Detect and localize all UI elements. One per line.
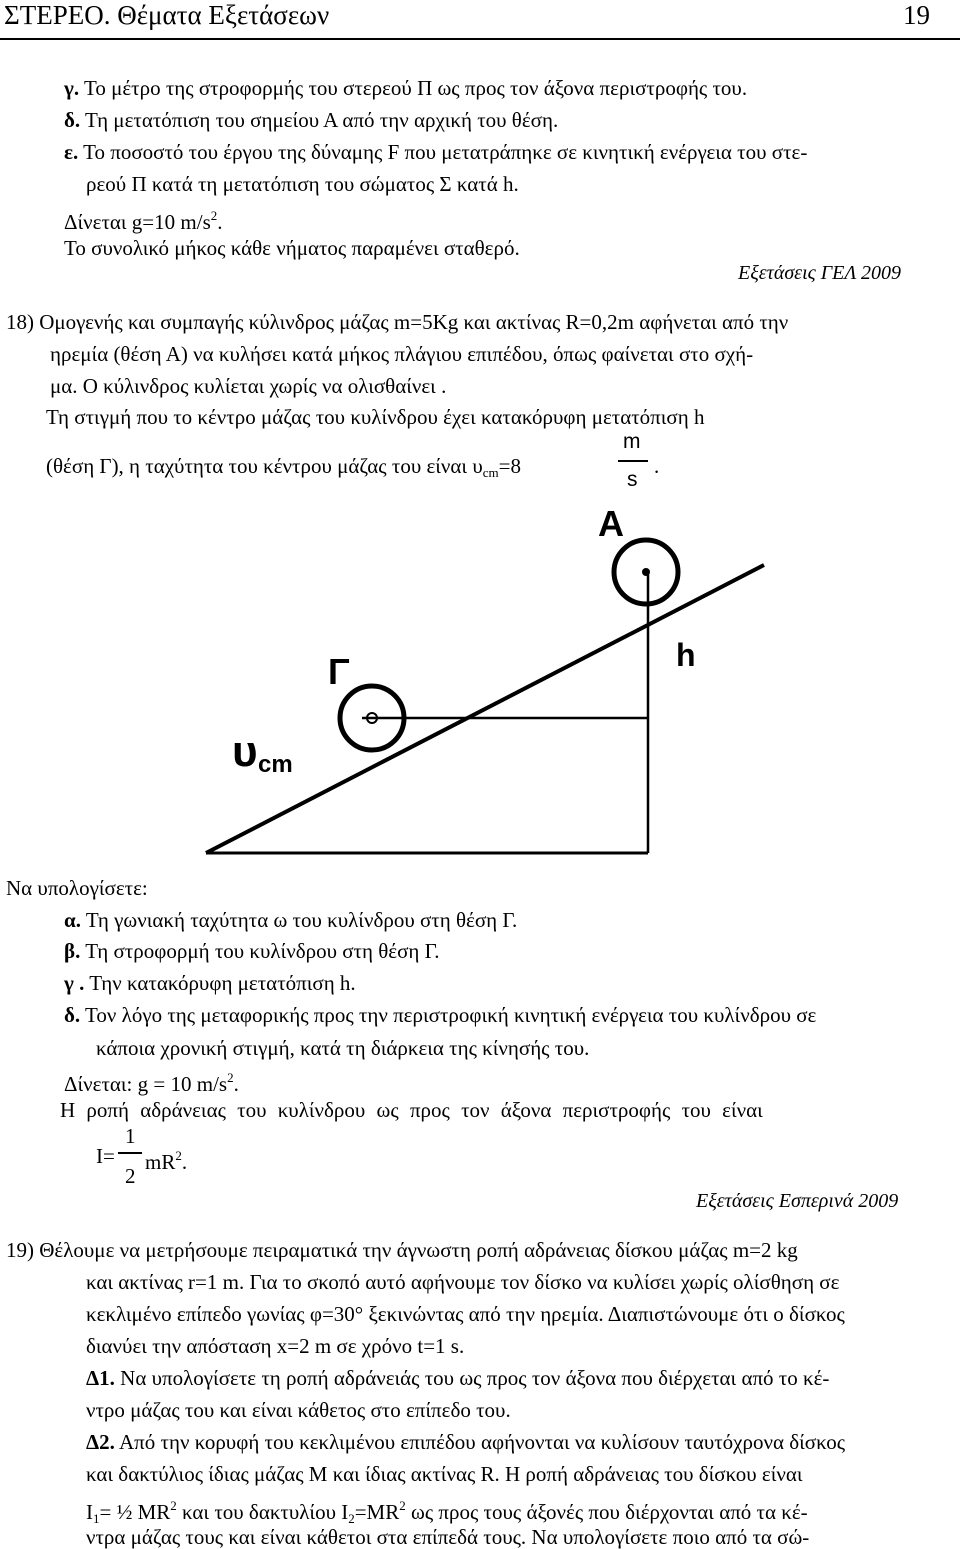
- inertia-numerator: 1: [125, 1124, 136, 1148]
- item-text: Την κατακόρυφη μετατόπιση h.: [89, 971, 356, 995]
- incline-figure: [0, 500, 960, 860]
- q19-line-4: διανύει την απόσταση x=2 m σε χρόνο t=1 s.: [86, 1334, 465, 1358]
- speed-sub: cm: [482, 465, 499, 480]
- item-text: Τη μετατόπιση του σημείου Α από την αρχική του θέση.: [85, 108, 559, 132]
- prev-length-note: Το συνολικό μήκος κάθε νήματος παραμένει σταθερό.: [64, 236, 520, 260]
- q18-line-4: Τη στιγμή που το κέντρο μάζας του κυλίνδρου έχει κατακόρυφη μετατόπιση h: [46, 405, 705, 429]
- inertia-lhs: I=: [96, 1144, 115, 1168]
- q18-item-d-cont: κάποια χρονική στιγμή, κατά τη διάρκεια της κίνησής του.: [96, 1036, 590, 1060]
- label-v-sub: cm: [258, 751, 293, 778]
- item-marker: Δ1.: [86, 1366, 115, 1390]
- item-marker: δ.: [64, 1003, 81, 1027]
- q19-d1: [86, 1366, 829, 1390]
- source-citation: Εξετάσεις ΓΕΛ 2009: [738, 262, 902, 284]
- speed-unit-denominator: s: [627, 468, 638, 491]
- item-text: Τον λόγο της μεταφορικής προς την περιστροφική κινητική ενέργεια του κυλίνδρου σε: [85, 1003, 817, 1027]
- inertia-end: .: [181, 1150, 188, 1174]
- q19-line-1: 19) Θέλουμε να μετρήσουμε πειραματικά την άγνωστη ροπή αδράνειας δίσκου μάζας m=2 kg: [6, 1238, 798, 1262]
- q19-d2-cont-3: ντρα μάζας τους και είναι κάθετοι στα επίπεδά τους. Να υπολογίσετε ποιο από τα σώ-: [86, 1525, 810, 1549]
- q18-item-c: [64, 971, 356, 995]
- q19-line-3: κεκλιμένο επίπεδο γωνίας φ=30° ξεκινώντας από την ηρεμία. Διαπιστώνουμε ότι ο δίσκος: [86, 1302, 845, 1326]
- source-citation: Εξετάσεις Εσπερινά 2009: [696, 1190, 899, 1212]
- inertia-ring-sup: 2: [399, 1498, 406, 1513]
- inertia-denominator: 2: [125, 1164, 136, 1188]
- item-marker: Δ2.: [86, 1430, 115, 1454]
- item-marker: ε.: [64, 140, 79, 164]
- given-end: .: [217, 210, 223, 234]
- speed-text: (θέση Γ), η ταχύτητα του κέντρου μάζας του είναι υ: [46, 454, 483, 478]
- speed-value: =8: [498, 454, 521, 478]
- q19-line-2: και ακτίνας r=1 m. Για το σκοπό αυτό αφήνουμε τον δίσκο να κυλίσει χωρίς ολίσθηση σε: [86, 1270, 840, 1294]
- q19-d2: [86, 1430, 845, 1454]
- cylinder-center-a: [642, 568, 650, 576]
- q18-line-1: 18) Ομογενής και συμπαγής κύλινδρος μάζας m=5Kg και ακτίνας R=0,2m αφήνεται από την: [6, 310, 789, 334]
- given-text: Δίνεται: g = 10 m/s: [64, 1072, 228, 1096]
- label-a: Α: [598, 503, 624, 544]
- page-number: 19: [903, 0, 930, 30]
- label-h: h: [676, 637, 696, 673]
- item-text: Να υπολογίσετε τη ροπή αδράνειάς του ως προς τον άξονα που διέρχεται από το κέ-: [120, 1366, 830, 1390]
- given-end: .: [233, 1072, 239, 1096]
- inertia-sup: 2: [175, 1148, 182, 1163]
- label-v: υ: [232, 727, 258, 776]
- item-marker: α.: [64, 908, 81, 932]
- q18-inertia-line: Η ροπή αδράνειας του κυλίνδρου ως προς τον άξονα περιστροφής του είναι: [60, 1098, 763, 1122]
- inertia-disc-sub: 1: [93, 1511, 100, 1526]
- item-text: Το ποσοστό του έργου της δύναμης F που μετατράπηκε σε κινητική ενέργεια του στε-: [83, 140, 808, 164]
- speed-unit-numerator: m: [623, 430, 641, 453]
- inertia-fraction-bar: [118, 1152, 142, 1154]
- incline-line: [206, 565, 764, 853]
- speed-fraction-bar: [618, 460, 648, 462]
- given-sup: 2: [210, 208, 218, 223]
- inertia-ring-value: =MR: [354, 1500, 400, 1524]
- inertia-disc-value: = ½ MR: [99, 1500, 171, 1524]
- item-marker: δ.: [64, 108, 81, 132]
- q18-item-a: [64, 908, 517, 932]
- label-g: Γ: [328, 651, 350, 692]
- given-sup: 2: [227, 1070, 234, 1085]
- q18-item-b: [64, 939, 440, 963]
- item-marker: γ.: [64, 76, 80, 100]
- q19-d1-cont: ντρο μάζας του και είναι κάθετος στο επίπεδο του.: [86, 1398, 511, 1422]
- item-text: Τη γωνιακή ταχύτητα ω του κυλίνδρου στη θέση Γ.: [85, 908, 518, 932]
- q18-speed-line: [46, 454, 521, 485]
- inertia-rhs: [145, 1144, 187, 1174]
- inertia-disc-sup: 2: [170, 1498, 177, 1513]
- inertia-ring-sub: 2: [348, 1511, 355, 1526]
- item-text: Το μέτρο της στροφορμής του στερεού Π ως προς τον άξονα περιστροφής του.: [83, 76, 748, 100]
- inertia-post: mR: [145, 1150, 176, 1174]
- q18-line-2: ηρεμία (θέση Α) να κυλήσει κατά μήκος πλάγιου επιπέδου, όπως φαίνεται στο σχή-: [50, 342, 754, 366]
- q19-d2-cont-1: και δακτύλιος ίδιας μάζας Μ και ίδιας ακτίνας R. Η ροπή αδράνειας του δίσκου είναι: [86, 1462, 803, 1486]
- q18-given: [64, 1066, 239, 1096]
- inertia-ring-symbol: και του δακτυλίου I: [176, 1500, 349, 1524]
- item-text: Από την κορυφή του κεκλιμένου επιπέδου αφήνονται να κυλίσουν ταυτόχρονα δίσκος: [119, 1430, 846, 1454]
- q18-item-d: [64, 1003, 816, 1027]
- header-rule: [0, 38, 960, 40]
- speed-end: .: [654, 454, 660, 478]
- prev-given: [64, 204, 223, 234]
- prev-item-g: [64, 76, 747, 100]
- q18-line-3: μα. Ο κύλινδρος κυλίεται χωρίς να ολισθαίνει .: [50, 374, 447, 398]
- q18-ask: Να υπολογίσετε:: [6, 876, 148, 900]
- item-text: Τη στροφορμή του κυλίνδρου στη θέση Γ.: [85, 939, 440, 963]
- prev-item-e: [64, 140, 807, 164]
- inertia-disc-symbol: I: [86, 1500, 93, 1524]
- prev-item-d: [64, 108, 558, 132]
- item-marker: γ .: [64, 971, 85, 995]
- inertia-tail: ως προς τους άξονές που διέρχονται από τα κέ-: [405, 1500, 808, 1524]
- prev-item-e-cont: ρεού Π κατά τη μετατόπιση του σώματος Σ κατά h.: [86, 172, 519, 196]
- item-marker: β.: [64, 939, 81, 963]
- header-title: ΣΤΕΡΕΟ. Θέματα Εξετάσεων: [4, 0, 330, 30]
- given-text: Δίνεται g=10 m/s: [64, 210, 211, 234]
